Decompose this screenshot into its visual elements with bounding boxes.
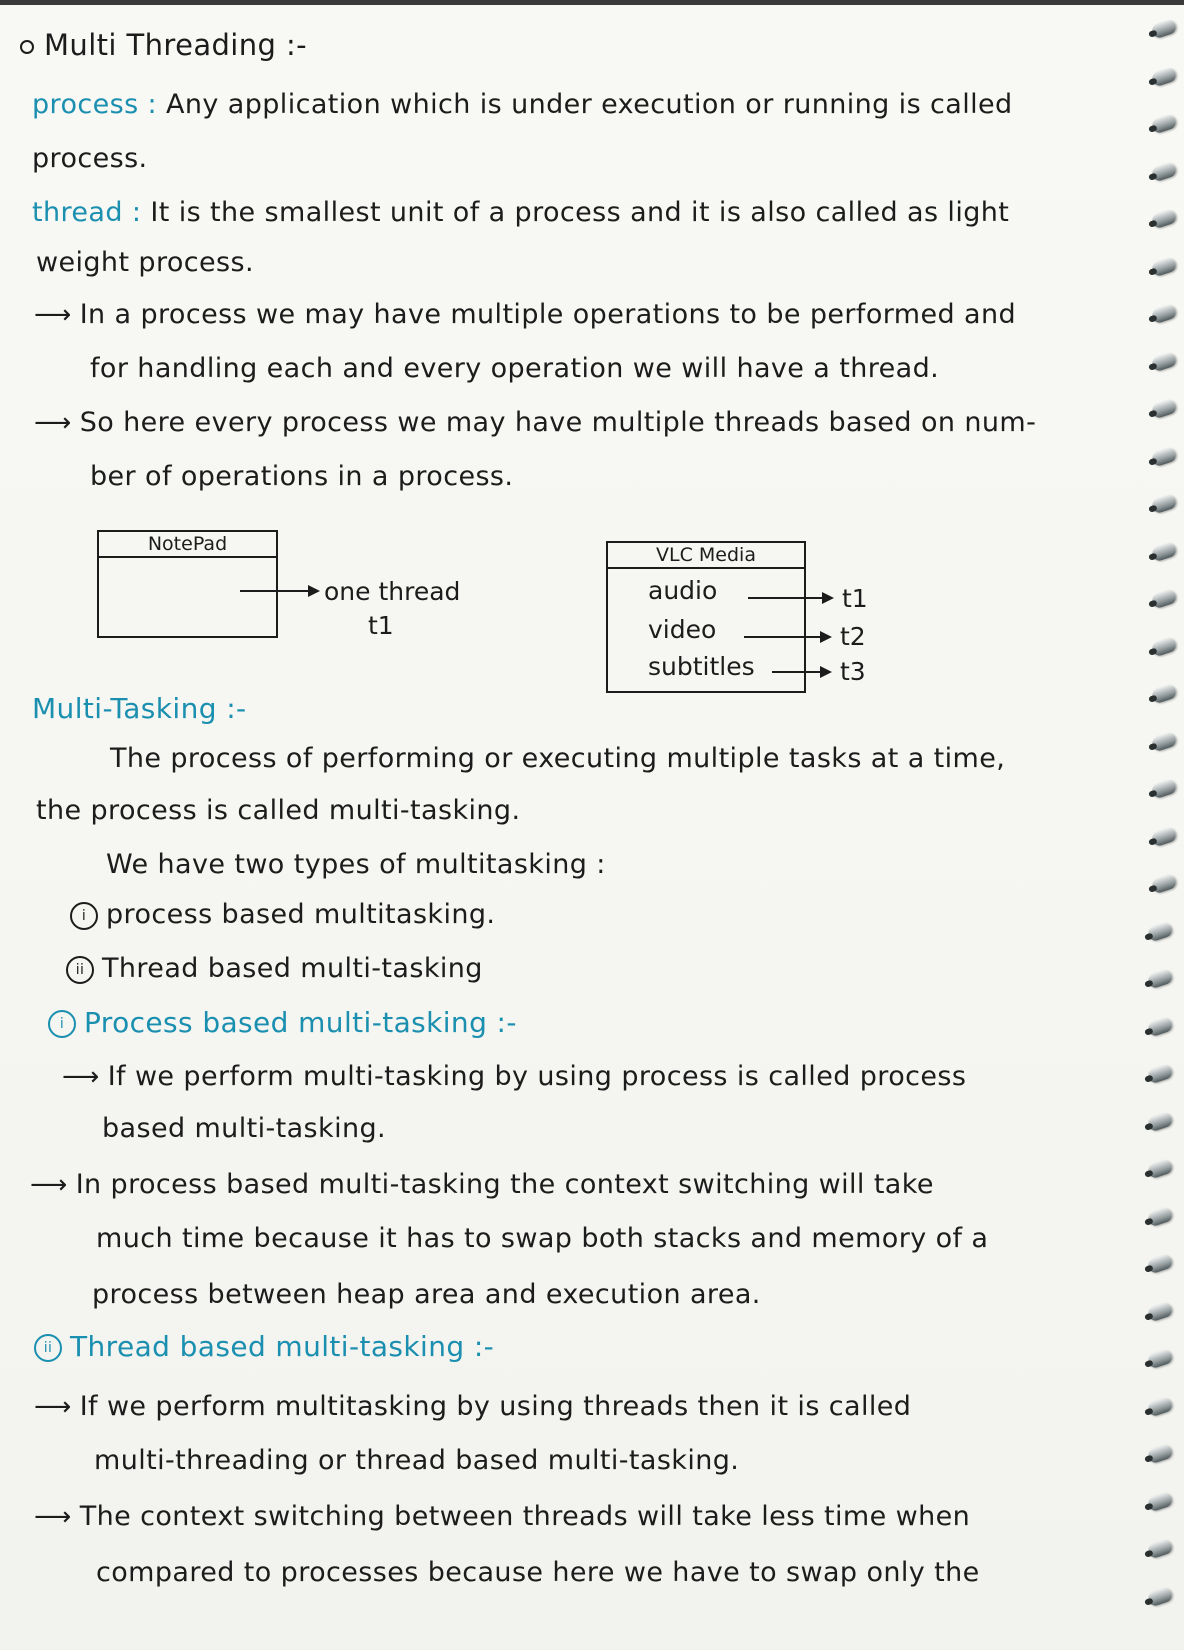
spiral-ring-icon: [1150, 114, 1177, 135]
thread-based-p1-text-1: If we perform multitasking by using threads then it is called: [79, 1391, 912, 1422]
process-based-p2-line2: much time because it has to swap both stacks and memory of a: [96, 1223, 989, 1254]
intro-point2-text-1: So here every process we may have multiple threads based on num-: [79, 407, 1037, 438]
spiral-ring-icon: [1146, 1539, 1173, 1560]
multitasking-heading: Multi-Tasking :-: [32, 692, 247, 725]
thread-based-p1-line2: multi-threading or thread based multi-tasking.: [94, 1445, 740, 1476]
process-based-heading: Process based multi-tasking :-: [84, 1006, 517, 1039]
multitasking-types-intro: We have two types of multitasking :: [106, 849, 606, 880]
page-title: Multi Threading :-: [44, 28, 308, 62]
spiral-ring-icon: [1150, 161, 1177, 182]
vlc-row-subtitles-label: subtitles: [648, 652, 755, 681]
spiral-ring-icon: [1150, 209, 1177, 230]
vlc-media-title: VLC Media: [608, 543, 804, 569]
vlc-row-video-label: video: [648, 615, 717, 644]
notepad-arrow: [240, 590, 318, 592]
spiral-ring-icon: [1146, 1396, 1173, 1417]
spiral-ring-icon: [1150, 541, 1177, 562]
multitasking-type2: Thread based multi-tasking: [102, 953, 483, 984]
spiral-ring-icon: [1146, 1586, 1173, 1607]
spiral-ring-icon: [1150, 874, 1177, 895]
right-arrow-icon: ⟶: [34, 300, 72, 330]
spiral-ring-icon: [1150, 66, 1177, 87]
spiral-ring-icon: [1146, 1159, 1173, 1180]
intro-point2-line2: [90, 460, 513, 494]
spiral-ring-icon: [1150, 256, 1177, 277]
vlc-row-audio-label: audio: [648, 576, 718, 605]
multitasking-type1-row: [70, 898, 495, 932]
intro-point1-text-2: for handling each and every operation we will have a thread.: [90, 353, 940, 384]
circle-bullet-icon: [20, 40, 34, 54]
page-title-row: [20, 28, 307, 62]
vlc-row-audio-thread: t1: [842, 584, 868, 613]
thread-definition-line2: [36, 246, 254, 280]
process-based-p2-line1: [30, 1168, 934, 1202]
right-arrow-icon: ⟶: [30, 1170, 68, 1200]
thread-based-heading-row: [34, 1330, 494, 1364]
notepad-title: NotePad: [99, 532, 276, 558]
spiral-ring-icon: [1150, 684, 1177, 705]
spiral-ring-icon: [1150, 731, 1177, 752]
vlc-row-audio-arrow: [748, 597, 832, 599]
spiral-ring-icon: [1146, 1491, 1173, 1512]
spiral-ring-icon: [1146, 1016, 1173, 1037]
spiral-ring-icon: [1146, 1111, 1173, 1132]
process-based-p1-line1: [62, 1060, 966, 1094]
roman-one-badge: i: [48, 1010, 76, 1038]
multitasking-def-line1: The process of performing or executing multiple tasks at a time,: [110, 743, 1006, 774]
spiral-ring-icon: [1150, 494, 1177, 515]
right-arrow-icon: ⟶: [34, 1502, 72, 1532]
thread-based-p2-text-1: The context switching between threads will take less time when: [79, 1501, 971, 1532]
spiral-ring-icon: [1150, 19, 1177, 40]
thread-term: thread :: [32, 197, 142, 228]
intro-point1-line1: [34, 298, 1016, 332]
process-based-p1-text-1: If we perform multi-tasking by using process is called process: [107, 1061, 967, 1092]
spiral-ring-icon: [1146, 1254, 1173, 1275]
intro-point1-line2: [90, 352, 939, 386]
roman-two-badge: ii: [66, 956, 94, 984]
spiral-ring-icon: [1146, 969, 1173, 990]
intro-point2-line1: [34, 406, 1036, 440]
vlc-row-subtitles-arrow: [772, 671, 830, 673]
spiral-ring-icon: [1146, 1444, 1173, 1465]
notepad-thread-id: t1: [368, 611, 394, 640]
notepad-thread-label: one thread: [324, 577, 461, 606]
process-based-p2-line3: process between heap area and execution area.: [92, 1279, 761, 1310]
process-def-text-2: process.: [32, 143, 148, 174]
notepad-box: [97, 530, 278, 638]
thread-based-p1-line1: [34, 1390, 911, 1424]
process-based-heading-row: [48, 1006, 517, 1040]
thread-def-text-1: It is the smallest unit of a process and it is also called as light: [150, 197, 1010, 228]
roman-two-badge: ii: [34, 1334, 62, 1362]
process-definition-line2: [32, 142, 148, 176]
spiral-ring-icon: [1146, 1064, 1173, 1085]
spiral-ring-icon: [1150, 636, 1177, 657]
thread-based-heading: Thread based multi-tasking :-: [70, 1330, 495, 1363]
thread-based-p2-line2: compared to processes because here we have to swap only the: [96, 1557, 980, 1588]
vlc-row-video-thread: t2: [840, 622, 866, 651]
spiral-ring-icon: [1146, 1206, 1173, 1227]
spiral-ring-icon: [1150, 304, 1177, 325]
spiral-ring-icon: [1150, 446, 1177, 467]
page-top-edge: [0, 0, 1184, 5]
vlc-row-subtitles-thread: t3: [840, 657, 866, 686]
intro-point1-text-1: In a process we may have multiple operations to be performed and: [79, 299, 1016, 330]
right-arrow-icon: ⟶: [34, 1392, 72, 1422]
spiral-ring-icon: [1150, 589, 1177, 610]
spiral-ring-icon: [1150, 399, 1177, 420]
right-arrow-icon: ⟶: [62, 1062, 100, 1092]
spiral-ring-icon: [1146, 1301, 1173, 1322]
multitasking-def-line2: the process is called multi-tasking.: [36, 795, 521, 826]
spiral-ring-icon: [1146, 921, 1173, 942]
process-definition-line1: [32, 88, 1013, 122]
spiral-ring-icon: [1150, 826, 1177, 847]
thread-based-p2-line1: [34, 1500, 970, 1534]
thread-definition-line1: [32, 196, 1009, 230]
process-term: process :: [32, 89, 158, 120]
process-based-p2-text-1: In process based multi-tasking the context switching will take: [75, 1169, 934, 1200]
spiral-ring-icon: [1150, 779, 1177, 800]
spiral-ring-icon: [1146, 1349, 1173, 1370]
multitasking-type1: process based multitasking.: [106, 899, 496, 930]
roman-one-badge: i: [70, 902, 98, 930]
thread-def-text-2: weight process.: [36, 247, 254, 278]
multitasking-type2-row: [66, 952, 483, 986]
process-based-p1-line2: based multi-tasking.: [102, 1113, 386, 1144]
spiral-ring-icon: [1150, 351, 1177, 372]
vlc-row-video-arrow: [744, 636, 830, 638]
right-arrow-icon: ⟶: [34, 408, 72, 438]
intro-point2-text-2: ber of operations in a process.: [90, 461, 514, 492]
process-def-text-1: Any application which is under execution or running is called: [166, 89, 1013, 120]
